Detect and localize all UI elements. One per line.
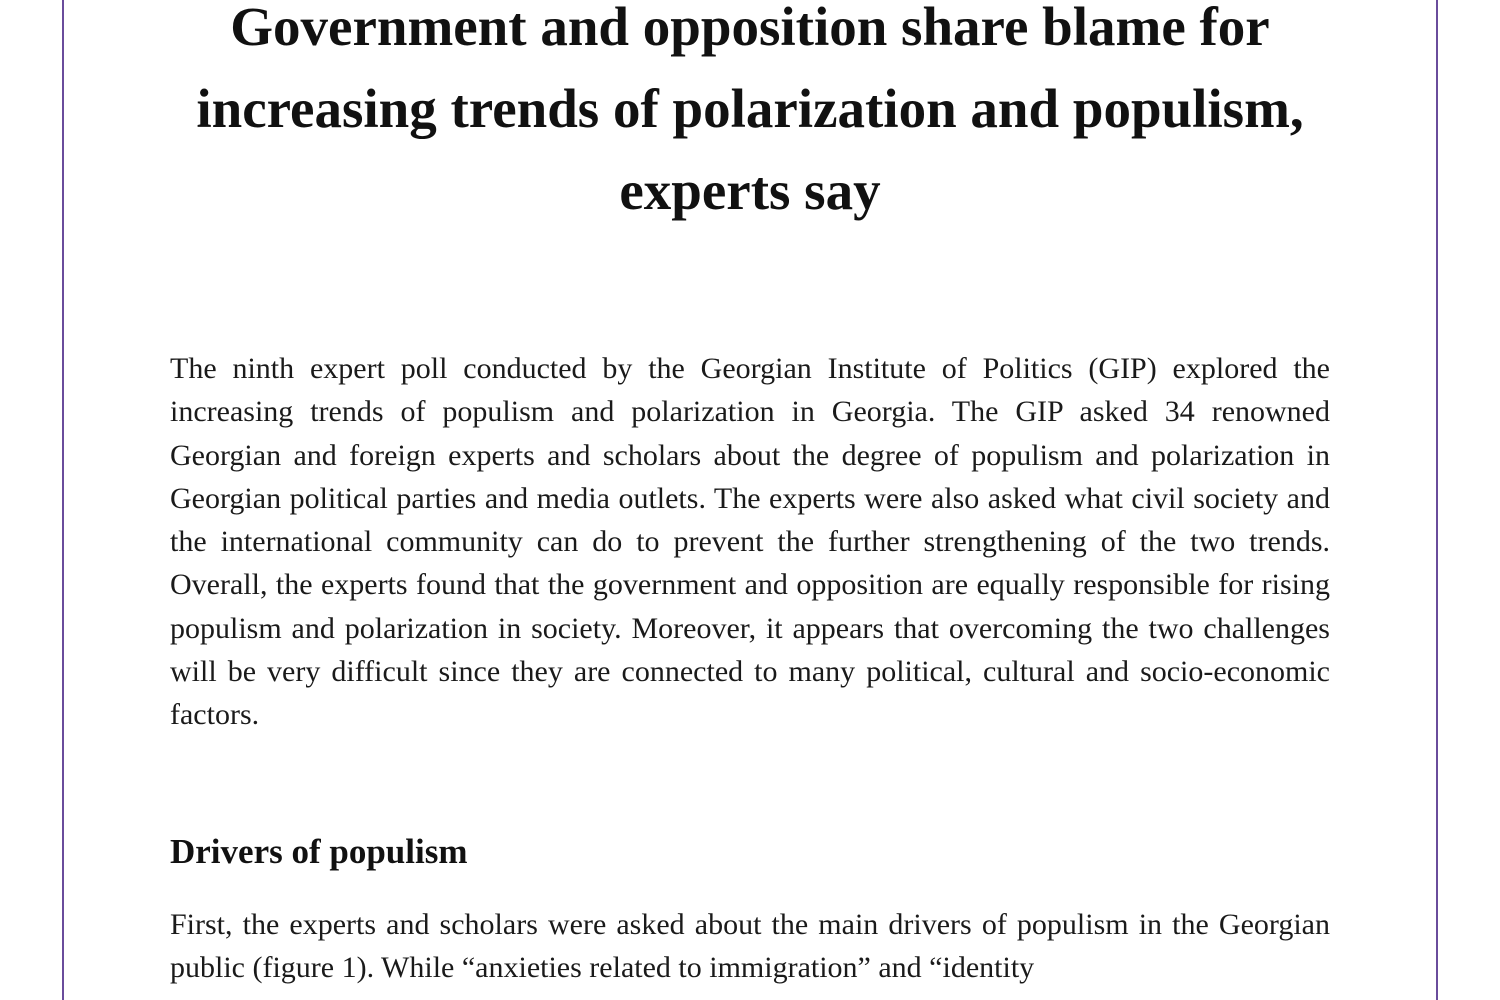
section-paragraph: First, the experts and scholars were asked about the main drivers of populism in the Georgian public (figure 1). While “anxieties related to immigration” and “identity [170,908,1330,985]
section-heading: Drivers of populism [170,832,468,871]
page-border-left [62,0,64,1000]
document-title: Government and opposition share blame for increasing trends of polarization and populism, experts say [196,0,1304,221]
intro-paragraph: The ninth expert poll conducted by the Georgian Institute of Politics (GIP) explored the increasing trends of populism and polarization in Georgia. The GIP asked 34 renowned Georgian and foreign experts and scholars about the degree of populism and polarization in Georgian political parties and media outlets. The experts were also asked what civil society and the international community can do to prevent the further strengthening of the two trends. Overall, the experts found that the government and opposition are equally responsible for rising populism and polarization in society. Moreover, it appears that overcoming the two challenges will be very difficult since they are connected to many political, cultural and socio-economic factors. [170,352,1330,732]
page-border-right [1436,0,1438,1000]
